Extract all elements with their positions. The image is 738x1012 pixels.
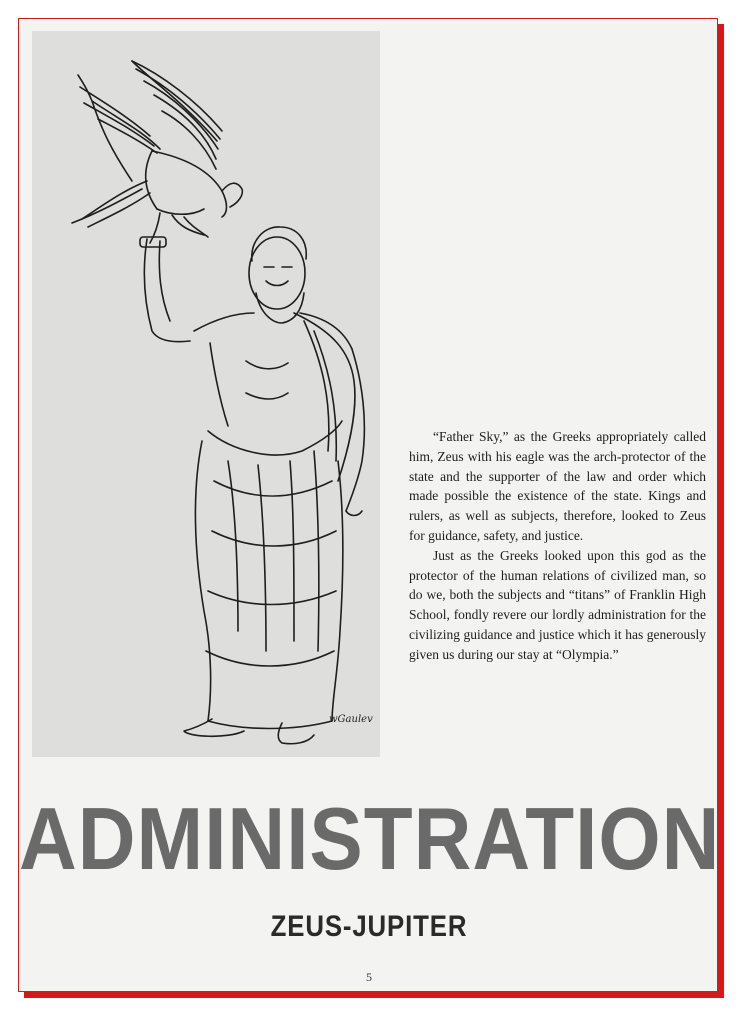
paragraph: Just as the Greeks looked upon this god as the protector of the human relations of civilized man, so do we, both the subjects and “titans” of Franklin High School, fondly revere our lordly administration for the civilizing guidance and justice which it has generously given us during our stay at “Olympia.” <box>409 547 706 662</box>
page-number: 5 <box>366 970 372 984</box>
section-subtitle: ZEUS-JUPITER <box>270 910 468 943</box>
section-title: ADMINISTRATION <box>19 790 721 888</box>
paragraph: “Father Sky,” as the Greeks appropriately called him, Zeus with his eagle was the arch-protector of the state and the supporter of the law and order which made possible the existence of the state. Kings and rulers, as well as subjects, therefore, looked to Zeus for guidance, safety, and justice. <box>409 429 706 543</box>
yearbook-page <box>18 18 721 992</box>
article-text <box>409 427 706 665</box>
zeus-with-eagle-drawing <box>32 31 380 757</box>
artist-signature: wGaulev <box>329 714 373 725</box>
eagle-figure <box>72 61 242 243</box>
zeus-illustration-panel <box>32 31 380 757</box>
